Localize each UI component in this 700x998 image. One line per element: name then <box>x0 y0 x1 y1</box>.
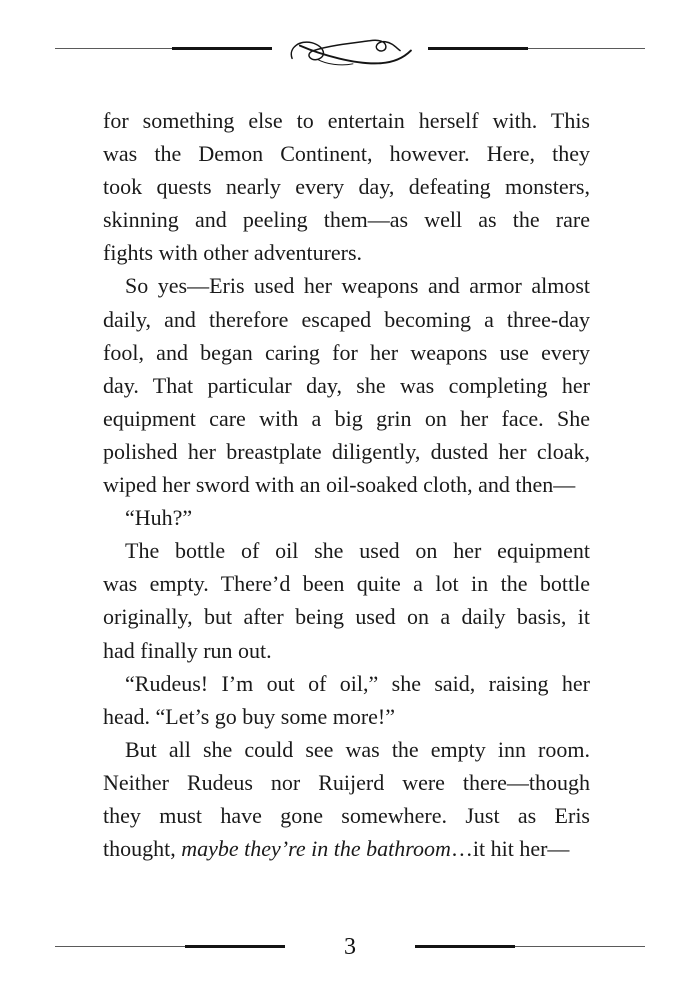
text-segment: took quests nearly every day, defeating monsters, <box>103 174 590 200</box>
paragraph <box>103 667 590 733</box>
text-line <box>103 468 590 501</box>
text-segment: equipment care with a big grin on her face. She <box>103 405 590 431</box>
text-line <box>103 766 590 799</box>
text-line <box>103 336 590 369</box>
text-segment: wiped her sword with an oil-soaked cloth, and then— <box>103 472 576 498</box>
text-line <box>103 534 590 567</box>
page-text <box>103 104 590 865</box>
text-line <box>103 667 590 700</box>
header-rule-right-thick <box>428 47 528 50</box>
text-line <box>103 104 590 137</box>
text-line <box>103 203 590 236</box>
text-segment: The bottle of oil she used on her equipment <box>125 538 590 564</box>
header-rule-left-thick <box>172 47 272 50</box>
text-segment: for something else to entertain herself with. This <box>103 108 590 133</box>
paragraph <box>103 269 590 501</box>
text-line <box>103 170 590 203</box>
text-line <box>103 137 590 170</box>
text-segment: head. “Let’s go buy some more!” <box>103 703 396 729</box>
footer-rule-right-thick <box>415 945 515 948</box>
text-line <box>103 402 590 435</box>
text-line <box>103 634 590 667</box>
text-line <box>103 303 590 336</box>
text-line <box>103 501 590 534</box>
text-segment: day. That particular day, she was completing her <box>103 372 590 398</box>
paragraph <box>103 534 590 666</box>
text-segment: was empty. There’d been quite a lot in the bottle <box>103 571 590 597</box>
text-segment: had finally run out. <box>103 637 272 663</box>
text-segment: they must have gone somewhere. Just as Eris <box>103 802 590 828</box>
paragraph <box>103 501 590 534</box>
flourish-ornament-icon <box>281 27 419 81</box>
text-segment: fights with other adventurers. <box>103 240 363 266</box>
text-segment: daily, and therefore escaped becoming a three-day <box>103 306 590 332</box>
footer-rule-left-thin <box>55 946 185 947</box>
header-ornament <box>0 26 700 70</box>
text-line <box>103 567 590 600</box>
text-segment: skinning and peeling them—as well as the rare <box>103 207 590 233</box>
header-rule-right-thin <box>528 48 645 49</box>
footer-rule-left-thick <box>185 945 285 948</box>
text-line <box>103 269 590 302</box>
text-segment: fool, and began caring for her weapons use every <box>103 339 590 365</box>
text-segment: polished her breastplate diligently, dusted her cloak, <box>103 438 590 464</box>
text-segment: So yes—Eris used her weapons and armor almost <box>125 273 590 299</box>
text-segment: thought, <box>103 836 182 862</box>
paragraph <box>103 104 590 269</box>
header-rule-left-thin <box>55 48 172 49</box>
italic-text-segment: maybe they’re in the bathroom <box>181 836 451 862</box>
text-segment: But all she could see was the empty inn room. <box>125 736 590 762</box>
text-line <box>103 832 590 865</box>
text-line <box>103 369 590 402</box>
text-line <box>103 435 590 468</box>
text-line <box>103 700 590 733</box>
footer-rule-right-thin <box>515 946 645 947</box>
text-line <box>103 799 590 832</box>
text-line <box>103 236 590 269</box>
text-line <box>103 600 590 633</box>
text-segment: originally, but after being used on a daily basis, it <box>103 604 590 630</box>
text-segment: “Rudeus! I’m out of oil,” she said, raising her <box>125 670 590 696</box>
text-segment: was the Demon Continent, however. Here, they <box>103 141 590 167</box>
footer <box>0 931 700 961</box>
text-segment: Neither Rudeus nor Ruijerd were there—though <box>103 769 590 795</box>
text-segment: …it hit her— <box>450 836 570 862</box>
page-number: 3 <box>344 934 356 960</box>
text-line <box>103 733 590 766</box>
text-segment: “Huh?” <box>125 505 193 531</box>
paragraph <box>103 733 590 865</box>
